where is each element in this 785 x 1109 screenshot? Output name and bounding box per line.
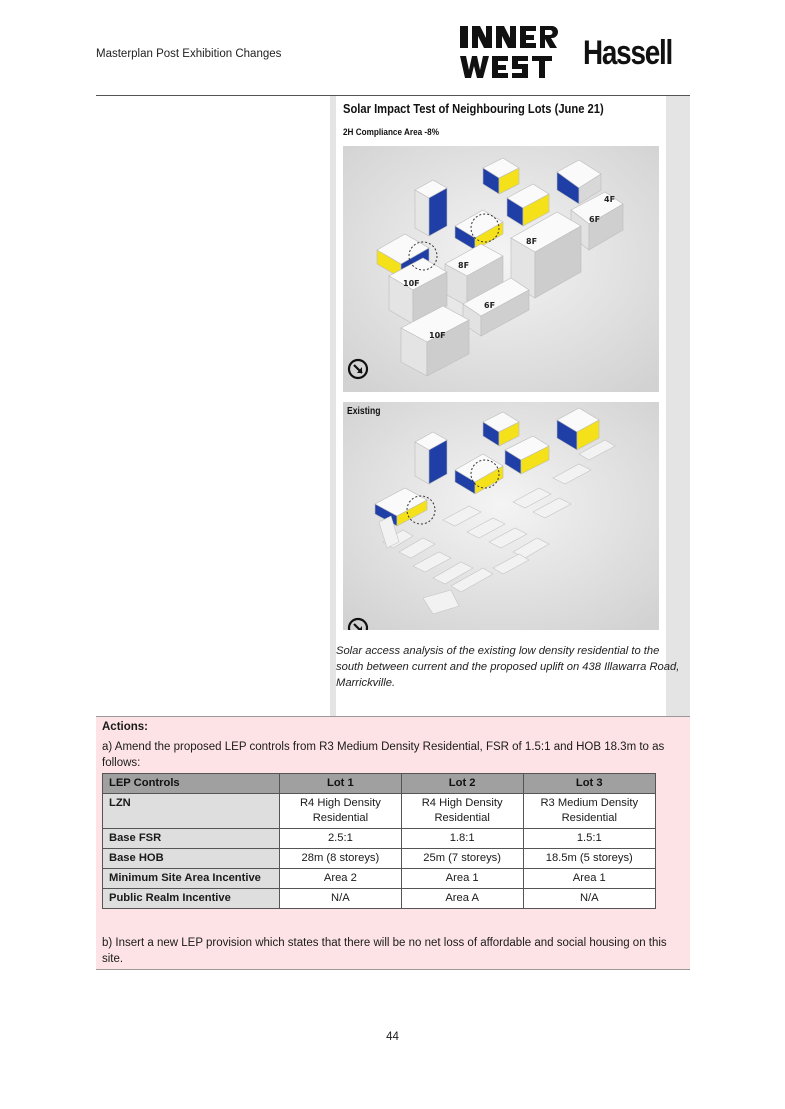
table-cell: 28m (8 storeys) bbox=[280, 849, 402, 869]
row-header-cell: Base HOB bbox=[103, 849, 280, 869]
actions-title: Actions: bbox=[102, 721, 148, 733]
storey-label: 10F bbox=[403, 279, 420, 288]
table-cell: 1.8:1 bbox=[401, 829, 523, 849]
proposed-massing-drawing bbox=[343, 146, 659, 392]
existing-massing-drawing bbox=[343, 402, 659, 630]
table-cell: Area 1 bbox=[523, 869, 655, 889]
table-cell: Area 1 bbox=[401, 869, 523, 889]
header-doc-title: Masterplan Post Exhibition Changes bbox=[96, 48, 282, 60]
table-cell: 1.5:1 bbox=[523, 829, 655, 849]
figure-subtitle: 2H Compliance Area -8% bbox=[343, 127, 439, 138]
inner-west-logo bbox=[458, 24, 558, 80]
storey-label: 4F bbox=[604, 195, 616, 204]
table-header-cell: Lot 1 bbox=[280, 774, 402, 794]
row-header-cell: Base FSR bbox=[103, 829, 280, 849]
table-header-cell: Lot 3 bbox=[523, 774, 655, 794]
storey-label: 10F bbox=[429, 331, 446, 340]
hassell-logo: Hassell bbox=[583, 34, 673, 72]
actions-section bbox=[96, 716, 690, 970]
storey-label: 6F bbox=[589, 215, 601, 224]
table-row bbox=[103, 829, 656, 849]
table-cell: R3 Medium Density Residential bbox=[523, 794, 655, 829]
action-item-b: b) Insert a new LEP provision which states that there will be no net loss of affordable and social housing on this site. bbox=[102, 937, 667, 965]
table-cell: R4 High Density Residential bbox=[401, 794, 523, 829]
page-number: 44 bbox=[386, 1031, 399, 1043]
proposed-massing-render bbox=[343, 146, 659, 392]
table-cell: Area A bbox=[401, 889, 523, 909]
existing-massing-render bbox=[343, 402, 659, 630]
action-item-a: a) Amend the proposed LEP controls from R3 Medium Density Residential, FSR of 1.5:1 and HOB 18.3m to as follows: bbox=[102, 741, 665, 769]
table-row bbox=[103, 889, 656, 909]
table-row bbox=[103, 794, 656, 829]
storey-label: 8F bbox=[458, 261, 470, 270]
figure-caption: Solar access analysis of the existing low density residential to the south between current and the proposed uplift on 438 Illawarra Road, Marrickville. bbox=[336, 645, 680, 689]
table-header-row bbox=[103, 774, 656, 794]
row-header-cell: Minimum Site Area Incentive bbox=[103, 869, 280, 889]
lep-controls-table bbox=[102, 773, 656, 909]
table-cell: N/A bbox=[280, 889, 402, 909]
table-header-cell: LEP Controls bbox=[103, 774, 280, 794]
table-cell: Area 2 bbox=[280, 869, 402, 889]
table-cell: R4 High Density Residential bbox=[280, 794, 402, 829]
row-header-cell: LZN bbox=[103, 794, 280, 829]
table-header-cell: Lot 2 bbox=[401, 774, 523, 794]
storey-label: 6F bbox=[484, 301, 496, 310]
table-row bbox=[103, 849, 656, 869]
table-cell: 18.5m (5 storeys) bbox=[523, 849, 655, 869]
table-cell: 2.5:1 bbox=[280, 829, 402, 849]
table-cell: N/A bbox=[523, 889, 655, 909]
storey-label: 8F bbox=[526, 237, 538, 246]
table-cell: 25m (7 storeys) bbox=[401, 849, 523, 869]
table-row bbox=[103, 869, 656, 889]
row-header-cell: Public Realm Incentive bbox=[103, 889, 280, 909]
figure-title: Solar Impact Test of Neighbouring Lots (June 21) bbox=[343, 101, 604, 116]
existing-label: Existing bbox=[347, 406, 381, 417]
